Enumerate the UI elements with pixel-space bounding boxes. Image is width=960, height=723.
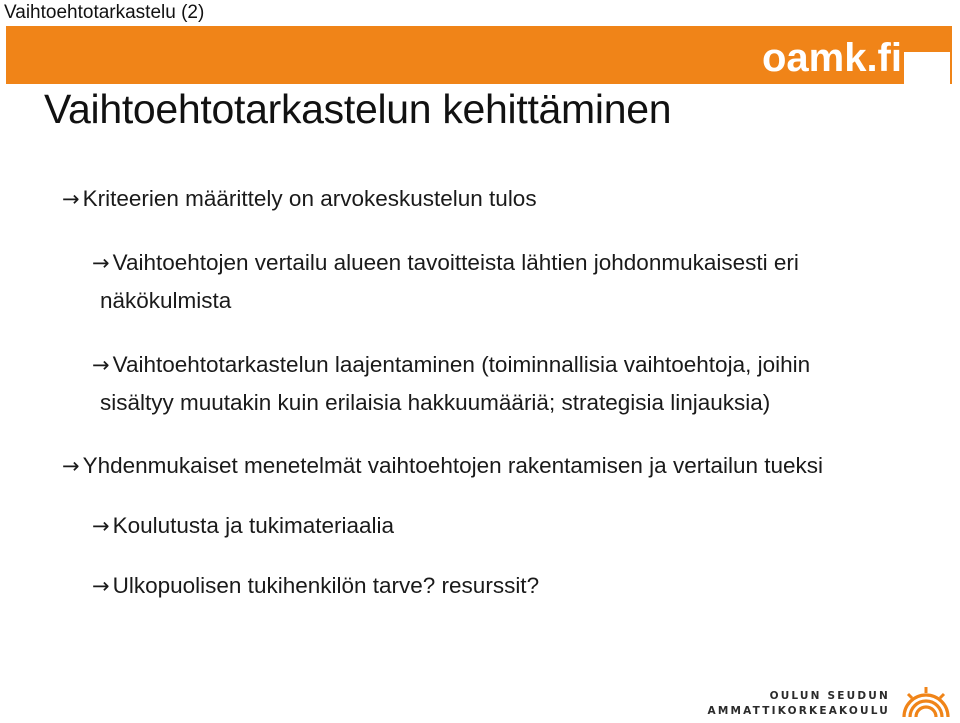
bullet-text-line2: sisältyy muutakin kuin erilaisia hakkuumääriä; strategisia linjauksia) bbox=[100, 390, 771, 415]
bullet-text: Kriteerien määrittely on arvokeskustelun tulos bbox=[82, 186, 537, 211]
bullet-text-line1: Vaihtoehtojen vertailu alueen tavoitteista lähtien johdonmukaisesti eri bbox=[112, 250, 799, 275]
bullet-item bbox=[92, 244, 912, 320]
bullet-text: Yhdenmukaiset menetelmät vaihtoehtojen rakentamisen ja vertailun tueksi bbox=[82, 453, 824, 478]
bullet-item bbox=[92, 346, 912, 422]
footer-logo-line1: OULUN SEUDUN bbox=[769, 690, 890, 702]
bullet-item bbox=[92, 567, 539, 605]
bullet-item bbox=[62, 180, 537, 218]
arrow-icon: → bbox=[92, 514, 110, 538]
bullet-item bbox=[92, 507, 394, 545]
bullet-item bbox=[62, 447, 823, 485]
brand-logo-text: oamk.fi bbox=[761, 36, 902, 80]
bullet-text-line2: näkökulmista bbox=[100, 288, 232, 313]
arrow-icon: → bbox=[92, 251, 110, 275]
bullet-text-line1: Vaihtoehtotarkastelun laajentaminen (toiminnallisia vaihtoehtoja, joihin bbox=[112, 352, 811, 377]
slide-header-label: Vaihtoehtotarkastelu (2) bbox=[4, 2, 205, 23]
slide-title: Vaihtoehtotarkastelun kehittäminen bbox=[44, 86, 672, 132]
footer-logo bbox=[708, 689, 890, 719]
bullet-text: Ulkopuolisen tukihenkilön tarve? resurssit? bbox=[112, 573, 540, 598]
banner-notch bbox=[904, 52, 950, 84]
rising-sun-icon bbox=[896, 685, 956, 719]
arrow-icon: → bbox=[92, 353, 110, 377]
arrow-icon: → bbox=[92, 574, 110, 598]
footer-logo-line2: AMMATTIKORKEAKOULU bbox=[707, 705, 890, 717]
bullet-text: Koulutusta ja tukimateriaalia bbox=[112, 513, 395, 538]
arrow-icon: → bbox=[62, 454, 80, 478]
arrow-icon: → bbox=[62, 187, 80, 211]
